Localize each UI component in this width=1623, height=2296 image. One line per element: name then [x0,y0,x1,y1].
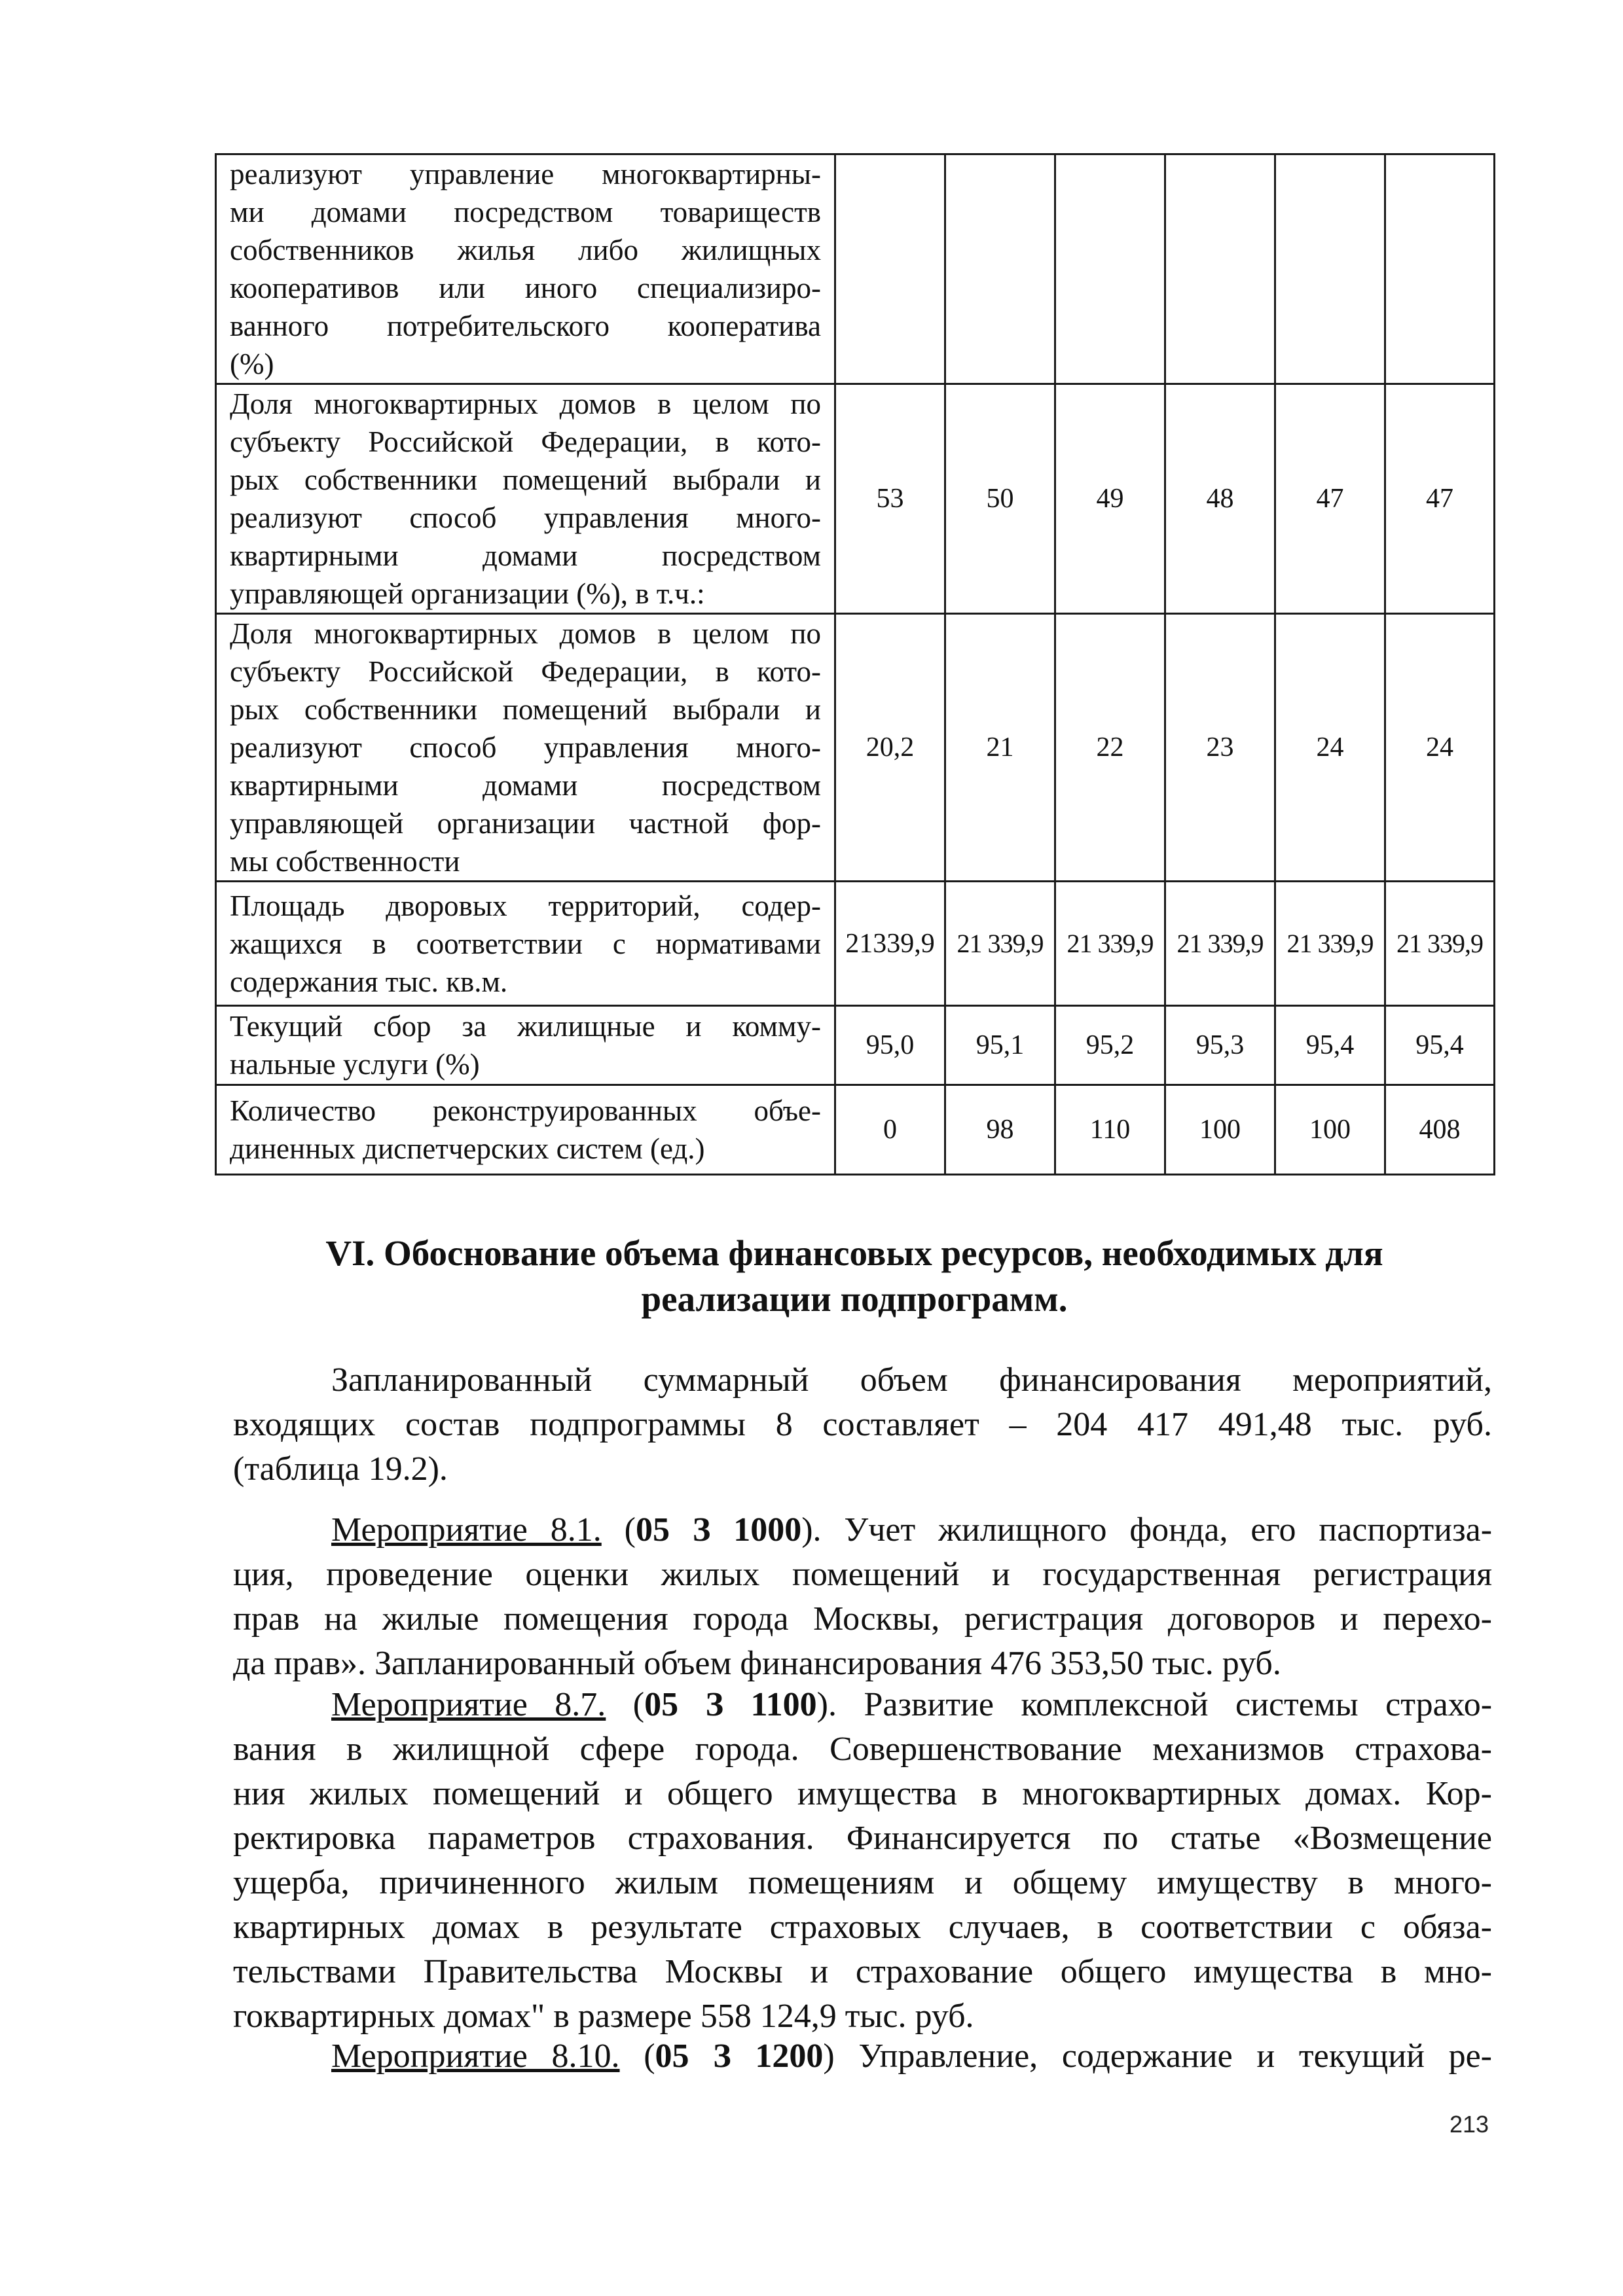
paragraph-measure-8-1 [233,1508,1492,1686]
budget-code: 05 З 1200 [655,2037,824,2075]
paragraph-line: прав на жилые помещения города Москвы, регистрация договоров и перехо- [233,1600,1492,1638]
value-cell: 53 [835,384,945,614]
indicator-label-line: Количество реконструированных объе- [230,1094,821,1127]
indicator-label-line: управляющей организации частной фор- [230,807,821,840]
paragraph-line: ущерба, причиненного жилым помещениям и общему имуществу в много- [233,1864,1492,1901]
value-cell: 47 [1385,384,1495,614]
indicator-label-line: Текущий сбор за жилищные и комму- [230,1010,821,1043]
paragraph-line: тельствами Правительства Москвы и страхование общего имущества в мно- [233,1953,1492,1990]
paren: ( [632,1686,645,1723]
paragraph-line: (таблица 19.2). [233,1450,448,1488]
paragraph-line: квартирных домах в результате страховых случаев, в соответствии с обяза- [233,1909,1492,1946]
indicator-label-line: реализуют управление многоквартирны- [230,158,821,190]
indicator-label-cell [216,154,835,384]
indicator-label-line: рых собственники помещений выбрали и [230,463,821,496]
value-cell [945,154,1055,384]
measure-link[interactable]: Мероприятие 8.7. [331,1686,606,1723]
indicator-label-line: Площадь дворовых территорий, содер- [230,889,821,922]
value-cell: 95,2 [1055,1006,1165,1085]
indicator-label-line: реализуют способ управления много- [230,501,821,534]
value-cell: 408 [1385,1085,1495,1175]
page-number: 213 [1450,2111,1489,2138]
paragraph-measure-8-10 [233,2034,1492,2079]
budget-code: 05 З 1000 [635,1511,802,1549]
table-row [216,1006,1495,1085]
indicator-label-line: Доля многоквартирных домов в целом по [230,387,821,420]
paragraph-line: ния жилых помещений и общего имущества в многоквартирных домах. Кор- [233,1775,1492,1812]
indicator-label-line: (%) [230,348,274,380]
indicator-label-line: мы собственности [230,845,460,878]
paragraph-line [233,2034,1492,2079]
paragraph-text: ) Управление, содержание и текущий ре- [823,2037,1492,2075]
paragraph-measure-8-7 [233,1683,1492,2039]
section-title [216,1230,1493,1322]
paren: ( [644,2037,655,2075]
section-title-line-1: VI. Обоснование объема финансовых ресурсов, необходимых для [325,1233,1383,1273]
paragraph-line: да прав». Запланированный объем финансирования 476 353,50 тыс. руб. [233,1645,1281,1682]
value-cell: 95,0 [835,1006,945,1085]
indicator-label-line: нальные услуги (%) [230,1048,480,1081]
value-cell: 48 [1165,384,1275,614]
value-cell: 110 [1055,1085,1165,1175]
value-cell: 21 [945,614,1055,882]
value-cell: 21 339,9 [1385,882,1495,1006]
value-cell: 21339,9 [835,882,945,1006]
paren: ( [624,1511,636,1549]
budget-code: 05 З 1100 [644,1686,817,1723]
value-cell: 49 [1055,384,1165,614]
paragraph-line [233,1683,1492,1727]
paragraph-line: вания в жилищной сфере города. Совершенствование механизмов страхова- [233,1731,1492,1768]
value-cell [835,154,945,384]
indicator-label-line: субъекту Российской Федерации, в кото- [230,655,821,688]
table-row [216,882,1495,1006]
paragraph-line: ректировка параметров страхования. Финансируется по статье «Возмещение [233,1820,1492,1857]
value-cell: 100 [1165,1085,1275,1175]
value-cell: 100 [1275,1085,1385,1175]
value-cell: 20,2 [835,614,945,882]
value-cell: 95,1 [945,1006,1055,1085]
table-row [216,614,1495,882]
value-cell: 24 [1385,614,1495,882]
indicator-label-line: рых собственники помещений выбрали и [230,693,821,726]
indicator-label-line: управляющей организации (%), в т.ч.: [230,577,705,610]
value-cell [1275,154,1385,384]
section-title-line-2: реализации подпрограмм. [641,1279,1068,1319]
value-cell [1055,154,1165,384]
paragraph-line: входящих состав подпрограммы 8 составляет – 204 417 491,48 тыс. руб. [233,1406,1492,1443]
value-cell: 22 [1055,614,1165,882]
table-row [216,154,1495,384]
value-cell: 95,3 [1165,1006,1275,1085]
indicator-label-cell [216,614,835,882]
indicator-label-line: субъекту Российской Федерации, в кото- [230,425,821,458]
value-cell: 21 339,9 [1165,882,1275,1006]
measure-link[interactable]: Мероприятие 8.10. [331,2037,620,2075]
table-row [216,384,1495,614]
paragraph-line: гоквартирных домах" в размере 558 124,9 тыс. руб. [233,1998,974,2035]
indicator-label-line: квартирными домами посредством [230,539,821,572]
indicator-label-line: ми домами посредством товариществ [230,196,821,228]
value-cell: 21 339,9 [1055,882,1165,1006]
paragraph-line [233,1508,1492,1552]
paragraph-text: ). Учет жилищного фонда, его паспортиза- [801,1511,1493,1549]
value-cell: 95,4 [1385,1006,1495,1085]
table-row [216,1085,1495,1175]
indicator-label-cell [216,1006,835,1085]
indicator-label-cell [216,882,835,1006]
measure-link[interactable]: Мероприятие 8.1. [331,1511,602,1549]
indicator-label-cell [216,1085,835,1175]
indicator-label-line: Доля многоквартирных домов в целом по [230,617,821,650]
value-cell [1385,154,1495,384]
indicators-table [215,153,1495,1175]
value-cell: 21 339,9 [945,882,1055,1006]
value-cell: 23 [1165,614,1275,882]
paragraph-line: ция, проведение оценки жилых помещений и государственная регистрация [233,1556,1492,1593]
value-cell: 95,4 [1275,1006,1385,1085]
indicator-label-line: кооперативов или иного специализиро- [230,272,821,304]
indicator-label-line: ванного потребительского кооператива [230,310,821,342]
value-cell: 98 [945,1085,1055,1175]
paragraph-total-funding [233,1358,1492,1492]
paragraph-text: ). Развитие комплексной системы страхо- [816,1686,1493,1723]
indicator-label-line: диненных диспетчерских систем (ед.) [230,1132,705,1165]
value-cell: 47 [1275,384,1385,614]
indicator-label-line: жащихся в соответствии с нормативами [230,927,821,960]
table-body [216,154,1495,1175]
indicator-label-line: собственников жилья либо жилищных [230,234,821,266]
value-cell: 21 339,9 [1275,882,1385,1006]
value-cell: 0 [835,1085,945,1175]
indicator-label-line: содержания тыс. кв.м. [230,965,508,998]
indicator-label-line: реализуют способ управления много- [230,731,821,764]
paragraph-line: Запланированный суммарный объем финансирования мероприятий, [331,1361,1492,1399]
value-cell [1165,154,1275,384]
value-cell: 24 [1275,614,1385,882]
indicator-label-line: квартирными домами посредством [230,769,821,802]
indicator-label-cell [216,384,835,614]
value-cell: 50 [945,384,1055,614]
